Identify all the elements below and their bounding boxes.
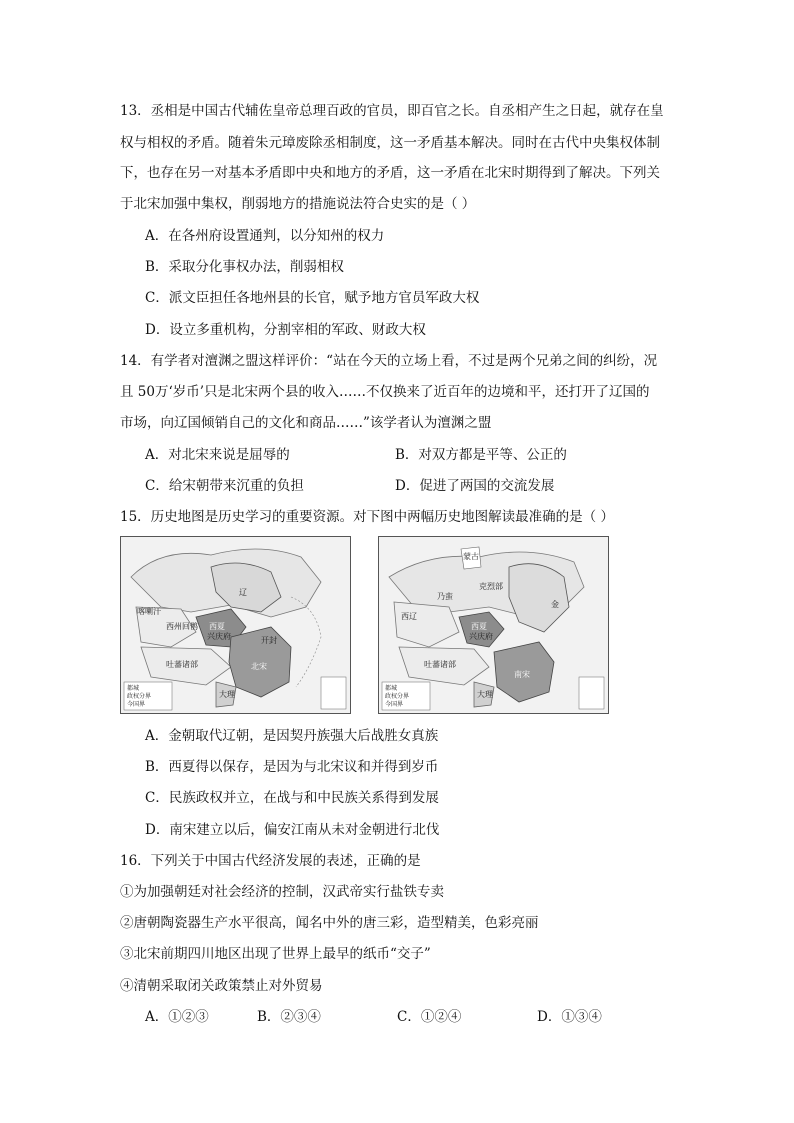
q15-option-c[interactable]: C．民族政权并立，在战与和中民族关系得到发展 [145,790,439,806]
map2-legend-national: 今国界 [385,701,404,708]
map2-label-dali: 大理 [477,690,493,699]
map2-label-jin: 金 [551,600,559,609]
map1-label-kalahan: 喀喇汗 [137,607,161,616]
map2-label-xingqingfu: 兴庆府 [469,632,493,641]
q14-stem-line-1: 14．有学者对澶渊之盟这样评价：“站在今天的立场上看，不过是两个兄弟之间的纠纷，况 [120,353,658,369]
q16-statement-1: ①为加强朝廷对社会经济的控制，汉武帝实行盐铁专卖 [120,884,444,900]
q15-option-a[interactable]: A．金朝取代辽朝，是因契丹族强大后战胜女真族 [145,728,439,744]
map2-label-xixia: 西夏 [471,622,487,631]
q16-option-c[interactable]: C．①②④ [397,1009,462,1025]
map2-label-menggu: 蒙古 [463,552,479,561]
map1-label-liao: 辽 [239,588,247,597]
map2-label-tubo: 吐蕃诸部 [424,660,456,669]
map2-legend-boundary: 政权分界 [385,693,410,700]
q14-option-c[interactable]: C．给宋朝带来沉重的负担 [145,478,304,494]
map1-label-kaifeng: 开封 [261,636,277,645]
q13-stem-line-2: 权与相权的矛盾。随着朱元璋废除丞相制度，这一矛盾基本解决。同时在古代中央集权体制 [120,135,660,151]
q16-stem-line-1: 16．下列关于中国古代经济发展的表述，正确的是 [120,853,421,869]
map1-label-xingqingfu: 兴庆府 [207,632,231,641]
map-northern-song-svg [121,537,350,713]
q14-option-b[interactable]: B．对双方都是平等、公正的 [395,447,567,463]
q13-stem-line-1: 13．丞相是中国古代辅佐皇帝总理百政的官员，即百官之长。自丞相产生之日起，就存在皇 [120,103,664,119]
q15-maps [120,536,610,714]
map2-inset [579,677,604,709]
q15-option-d[interactable]: D．南宋建立以后，偏安江南从未对金朝进行北伐 [145,822,440,838]
q14-option-d[interactable]: D．促进了两国的交流发展 [395,478,555,494]
map1-legend-national: 今国界 [127,701,146,708]
q16-option-d[interactable]: D．①③④ [537,1009,602,1025]
map2-legend-capital: 都城 [385,685,398,692]
map2-label-southern-song: 南宋 [514,670,530,679]
q13-option-c[interactable]: C．派文臣担任各地州县的长官，赋予地方官员军政大权 [145,290,480,306]
q16-option-a[interactable]: A．①②③ [145,1009,209,1025]
map1-label-xizhou-huihu: 西州回鹘 [166,622,198,631]
q13-stem-line-4: 于北宋加强中集权，削弱地方的措施说法符合史实的是（ ） [120,196,476,212]
map2-label-kelie: 克烈部 [479,582,503,591]
q16-statement-3: ③北宋前期四川地区出现了世界上最早的纸币“交子” [120,946,431,962]
map1-inset [321,677,346,709]
q13-option-b[interactable]: B．采取分化事权办法，削弱相权 [145,259,344,275]
q15-stem-line-1: 15．历史地图是历史学习的重要资源。对下图中两幅历史地图解读最准确的是（ ） [120,509,614,525]
map1-legend-boundary: 政权分界 [127,693,152,700]
q14-stem-line-3: 市场，向辽国倾销自己的文化和商品……”该学者认为澶渊之盟 [120,415,492,431]
map-northern-song [120,536,351,714]
q13-option-a[interactable]: A．在各州府设置通判，以分知州的权力 [145,228,385,244]
map1-label-xixia: 西夏 [209,622,225,631]
map-southern-song-svg [379,537,608,713]
map-southern-song [378,536,609,714]
map1-label-dali: 大理 [219,690,235,699]
q13-option-d[interactable]: D．设立多重机构，分割宰相的军政、财政大权 [145,322,426,338]
map1-label-tubo: 吐蕃诸部 [166,660,198,669]
map1-legend-capital: 都城 [127,685,140,692]
map2-label-naiman: 乃蛮 [437,592,453,601]
q14-option-a[interactable]: A．对北宋来说是屈辱的 [145,447,290,463]
q16-statement-4: ④清朝采取闭关政策禁止对外贸易 [120,978,323,994]
map1-label-northern-song: 北宋 [251,662,267,671]
q13-stem-line-3: 下，也存在另一对基本矛盾即中央和地方的矛盾，这一矛盾在北宋时期得到了解决。下列关 [120,165,660,181]
map2-label-xiliao: 西辽 [401,612,417,621]
q15-option-b[interactable]: B．西夏得以保存，是因为与北宋议和并得到岁币 [145,759,439,775]
q16-statement-2: ②唐朝陶瓷器生产水平很高，闻名中外的唐三彩，造型精美，色彩亮丽 [120,915,539,931]
q16-option-b[interactable]: B．②③④ [257,1009,321,1025]
q14-stem-line-2: 且 50万‘岁币’只是北宋两个县的收入……不仅换来了近百年的边境和平，还打开了辽国的 [120,384,650,400]
